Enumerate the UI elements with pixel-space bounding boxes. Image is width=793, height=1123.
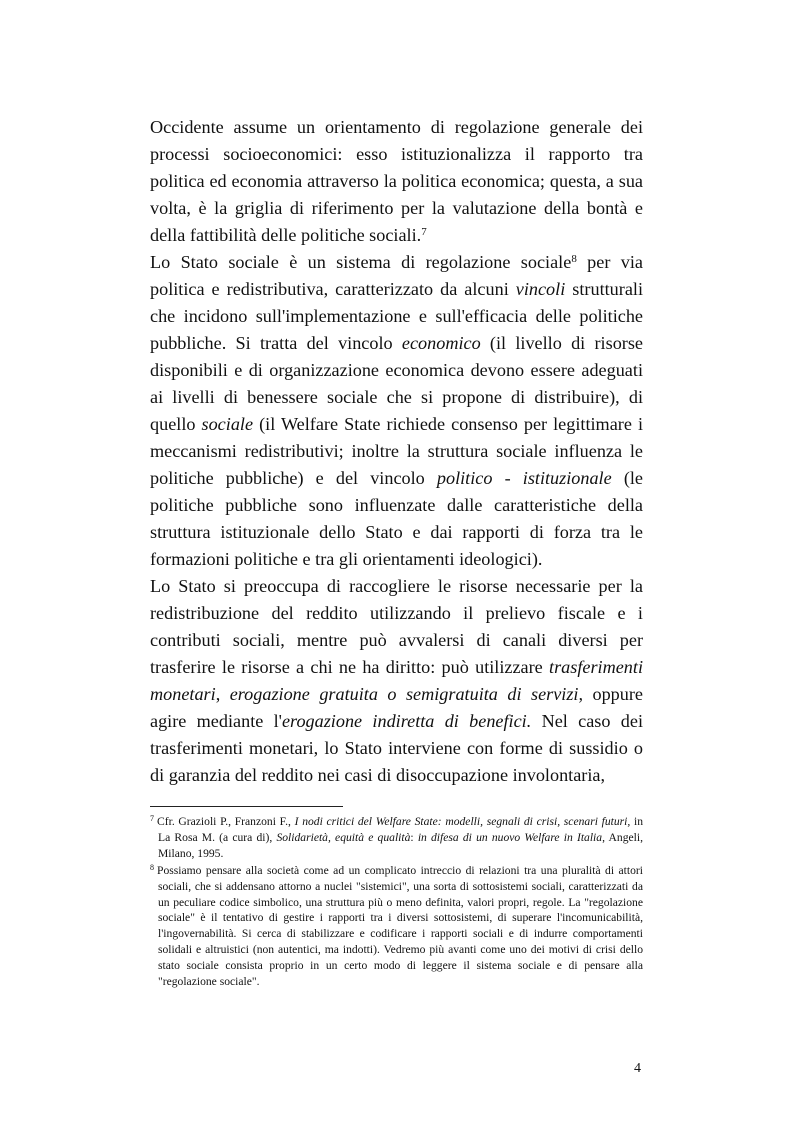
footnote-7: $^7$ Cfr. Grazioli P., Franzoni F., I nodi critici del Welfare State: modelli, segnali di crisi, scenari futuri, in La Rosa M. (a cura di), Solidarietà, equità e qualità: in difesa di un nuovo Welfare in Italia, Angeli, Milano, 1995.: [150, 814, 643, 860]
footnote-8: $^8$ Possiamo pensare alla società come ad un complicato intreccio di relazioni tra una pluralità di attori sociali, che si addensano attorno a nuclei "sistemici", una sorta di sottosistemi sociali, caratterizzati da un peculiare codice simbolico, una struttura più o meno definita, valori propri, regole. La "regolazione sociale" è il tentativo di gestire i rapporti tra i diversi sottosistemi, di superare l'incomunicabilità, l'ingovernabilità. Si cerca di stabilizzare e codificare i rapporti sociali e di indurre comportamenti solidali e altruistici (non autentici, ma indotti). Vedremo più avanti come uno dei motivi di crisi dello stato sociale consista proprio in un certo modo di leggere il sistema sociale e di pensare alla "regolazione sociale".: [150, 862, 643, 989]
footnotes: [150, 814, 643, 991]
paragraph-1: Occidente assume un orientamento di regolazione generale dei processi socioeconomici: esso istituzionalizza il rapporto tra politica ed economia attraverso la politica economica; questa, a sua volta, è la griglia di riferimento per la valutazione della bontà e della fattibilità delle politiche sociali.$^7$: [150, 117, 643, 245]
footnote-ref-8: 8: [571, 253, 577, 265]
body-text: [150, 114, 643, 789]
page-number: 4: [634, 1061, 641, 1076]
document-page: [150, 114, 643, 789]
paragraph-3: Lo Stato si preoccupa di raccogliere le risorse necessarie per la redistribuzione del reddito utilizzando il prelievo fiscale e i contributi sociali, mentre può avvalersi di canali diversi per trasferire le risorse a chi ne ha diritto: può utilizzare trasferimenti monetari, erogazione gratuita o semigratuita di servizi, oppure agire mediante l'erogazione indiretta di benefici. Nel caso dei trasferimenti monetari, lo Stato interviene con forme di sussidio o di garanzia del reddito nei casi di disoccupazione involontaria,: [150, 576, 644, 785]
footnote-separator: [150, 806, 343, 807]
footnote-ref-7: 7: [421, 226, 427, 238]
paragraph-2: Lo Stato sociale è un sistema di regolazione sociale$^8$ per via politica e redistributiva, caratterizzato da alcuni vincoli strutturali che incidono sull'implementazione e sull'efficacia delle politiche pubbliche. Si tratta del vincolo economico (il livello di risorse disponibili e di organizzazione economica devono essere adeguati ai livelli di benessere sociale che si propone di distribuire), di quello sociale (il Welfare State richiede consenso per legittimare i meccanismi redistributivi; inoltre la struttura sociale influenza le politiche pubbliche) e del vincolo politico - istituzionale (le politiche pubbliche sono influenzate dalle caratteristiche della struttura istituzionale dello Stato e dai rapporti di forza tra le formazioni politiche e tra gli orientamenti ideologici).: [150, 252, 643, 569]
